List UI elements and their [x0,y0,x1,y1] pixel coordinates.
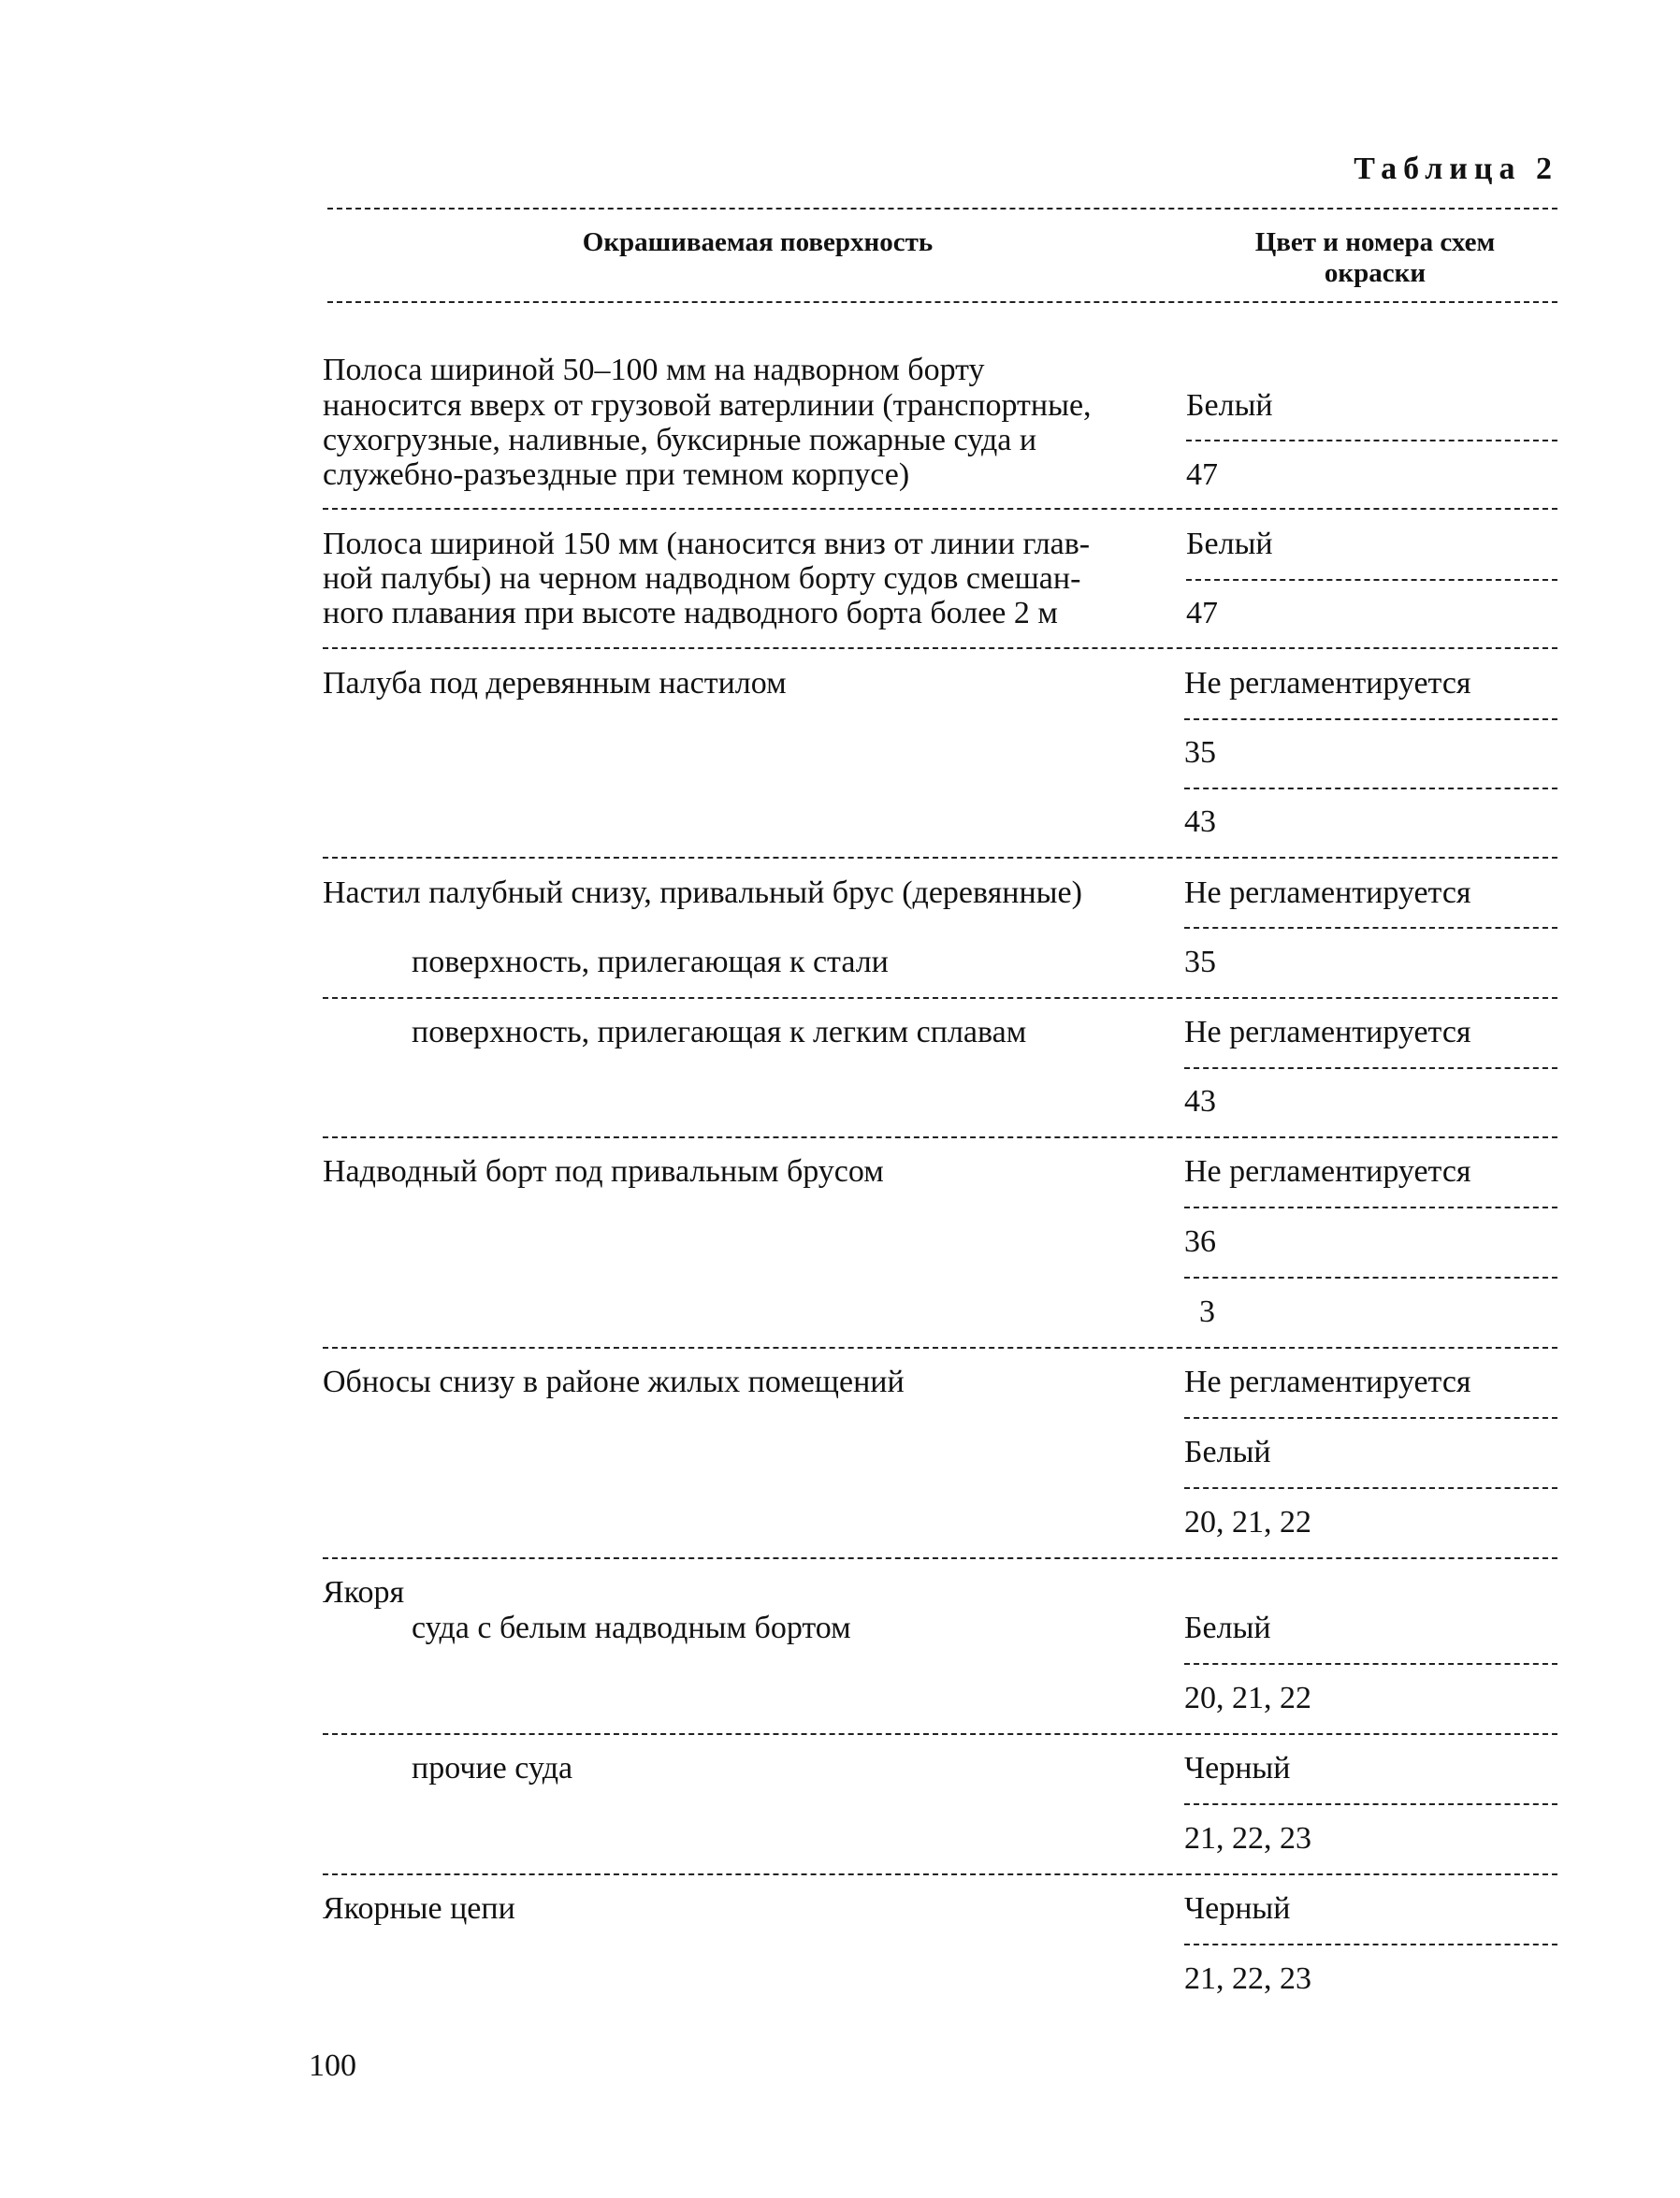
value-divider [1184,1803,1557,1805]
row-8-color: Белый [1184,1435,1271,1469]
header-col-surface: Окрашиваемая поверхность [582,227,934,257]
value-divider [1184,1417,1557,1419]
row-1-desc-line: Полоса шириной 50–100 мм на надворном борту [323,353,985,387]
row-divider [323,857,1557,859]
row-11-desc-line: Якорные цепи [323,1891,515,1926]
row-divider [323,1347,1557,1349]
row-6-scheme: 43 [1184,1084,1216,1119]
row-8-scheme: 20, 21, 22 [1184,1505,1311,1540]
row-10-color: Черный [1184,1751,1291,1786]
row-2-color: Белый [1186,527,1273,561]
row-7-scheme: 3 [1199,1294,1215,1329]
value-divider [1184,1944,1557,1945]
row-11-color: Черный [1184,1891,1291,1926]
row-7-scheme: 36 [1184,1224,1216,1259]
row-9-desc-line: суда с белым надводным бортом [412,1611,851,1645]
row-3-scheme: 43 [1184,804,1216,839]
value-divider [1184,1207,1557,1208]
row-divider [323,1873,1557,1875]
row-8-color: Не регламентируется [1184,1365,1471,1399]
row-1-color: Белый [1186,388,1273,423]
row-2-desc-line: ной палубы) на черном надводном борту судов смешан- [323,561,1081,596]
value-divider [1186,440,1557,441]
row-1-scheme: 47 [1186,457,1218,492]
row-4-color: Не регламентируется [1184,875,1471,910]
row-3-scheme: 35 [1184,735,1216,770]
header-col-color-line2: окраски [1324,258,1427,288]
row-6-color: Не регламентируется [1184,1015,1471,1049]
row-9-desc-line: Якоря [323,1575,405,1610]
value-divider [1184,1277,1557,1279]
row-divider [323,1557,1557,1559]
row-5-scheme: 35 [1184,945,1216,979]
row-9-scheme: 20, 21, 22 [1184,1681,1311,1715]
row-divider [323,508,1557,510]
row-1-desc-line: служебно-разъездные при темном корпусе) [323,457,910,492]
row-10-desc-line: прочие суда [412,1751,573,1786]
row-5-desc-line: поверхность, прилегающая к стали [412,945,889,979]
row-4-desc-line: Настил палубный снизу, привальный брус (деревянные) [323,875,1082,910]
page-number: 100 [309,2048,356,2083]
row-divider [323,1136,1557,1138]
row-6-desc-line: поверхность, прилегающая к легким сплавам [412,1015,1027,1049]
header-top-rule [327,208,1557,210]
table-caption: Таблица 2 [1354,152,1558,186]
row-2-scheme: 47 [1186,596,1218,630]
row-2-desc-line: ного плавания при высоте надводного борта более 2 м [323,596,1058,630]
row-7-desc-line: Надводный борт под привальным брусом [323,1154,884,1189]
row-11-scheme: 21, 22, 23 [1184,1961,1311,1996]
value-divider [1184,788,1557,789]
row-1-desc-line: наносится вверх от грузовой ватерлинии (транспортные, [323,388,1092,423]
row-3-desc-line: Палуба под деревянным настилом [323,666,787,701]
header-col-color-line1: Цвет и номера схем [1254,227,1496,257]
row-8-desc-line: Обносы снизу в районе жилых помещений [323,1365,905,1399]
value-divider [1184,927,1557,929]
row-divider [323,1733,1557,1735]
value-divider [1184,1663,1557,1665]
value-divider [1184,718,1557,720]
row-1-desc-line: сухогрузные, наливные, буксирные пожарные суда и [323,423,1037,457]
row-2-desc-line: Полоса шириной 150 мм (наносится вниз от линии глав- [323,527,1091,561]
header-bottom-rule [327,301,1557,303]
value-divider [1186,579,1557,581]
row-10-scheme: 21, 22, 23 [1184,1821,1311,1856]
value-divider [1184,1487,1557,1489]
row-divider [323,997,1557,999]
row-9-color: Белый [1184,1611,1271,1645]
row-7-color: Не регламентируется [1184,1154,1471,1189]
row-divider [323,647,1557,649]
row-3-color: Не регламентируется [1184,666,1471,701]
value-divider [1184,1067,1557,1069]
